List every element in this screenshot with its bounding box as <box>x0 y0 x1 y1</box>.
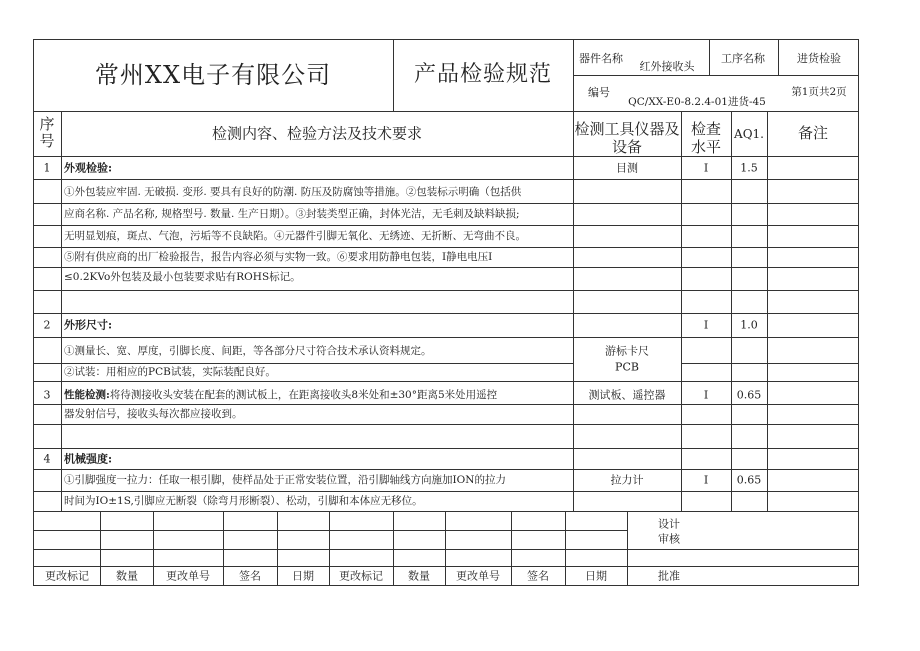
section-4-aql: 0.65 <box>736 473 762 487</box>
col-aql: AQ1. <box>734 127 764 141</box>
part-name-label: 器件名称 <box>579 52 623 65</box>
col-level-line2: 水平 <box>690 138 722 156</box>
col-seq-line2: 号 <box>39 132 55 150</box>
process-label: 工序名称 <box>721 52 765 65</box>
section-4-no: 4 <box>43 452 51 466</box>
col-level-line1: 检查 <box>690 120 722 138</box>
approve-label: 批准 <box>658 569 680 583</box>
design-label: 设计 <box>658 517 680 531</box>
section-4-line-1: ①引脚强度一拉力：任取一根引脚，使样品处于正常安装位置，沿引脚轴线方向施加ION的拉力 <box>64 473 506 486</box>
section-1-line-5: ≤0.2KVo外包装及最小包装要求贴有ROHS标记。 <box>64 270 301 283</box>
section-3-title: 性能检测: <box>64 388 110 401</box>
col-remark: 备注 <box>797 124 829 142</box>
section-3-aql: 0.65 <box>736 388 762 402</box>
section-1-level: I <box>703 161 709 175</box>
col-seq-line1: 序 <box>39 115 55 133</box>
document-title: 产品检验规范 <box>413 62 553 87</box>
section-1-line-4: ⑤附有供应商的出厂检验报告，报告内容必须与实物一致。⑥要求用防静电包装，I静电电压I <box>64 250 493 263</box>
section-2-tool-line1: 游标卡尺 <box>605 344 649 358</box>
page-info: 第1页共2页 <box>791 86 847 98</box>
review-label: 审核 <box>658 532 680 546</box>
part-name-value: 红外接收头 <box>639 60 695 73</box>
section-2-tool-line2: PCB <box>615 360 639 374</box>
inspection-spec-sheet <box>33 39 859 586</box>
section-4-line-2: 时间为IO±1S,引脚应无断裂（除弯月形断裂）、松动，引脚和本体应无移位。 <box>64 494 423 507</box>
process-value: 进货检验 <box>797 52 841 65</box>
number-label: 编号 <box>588 86 610 99</box>
section-1-line-1: ①外包装应牢固. 无破损. 变形. 要具有良好的防潮. 防压及防腐蚀等措施。②包装标示明确（包括供 <box>64 185 522 198</box>
section-2-level: I <box>703 318 709 332</box>
footer-date-1: 日期 <box>292 569 314 583</box>
footer-date-2: 日期 <box>585 569 607 583</box>
footer-change-mark-2: 更改标记 <box>339 569 383 583</box>
footer-quantity-1: 数量 <box>116 569 138 583</box>
footer-change-mark-1: 更改标记 <box>45 569 89 583</box>
company-name: 常州XX电子有限公司 <box>94 61 332 89</box>
section-1-title: 外观检验: <box>64 161 113 175</box>
section-3-title-line <box>64 390 497 401</box>
footer-change-no-2: 更改单号 <box>456 569 500 583</box>
footer-signature-2: 签名 <box>527 569 549 583</box>
section-4-title: 机械强度: <box>64 452 113 466</box>
section-2-aql: 1.0 <box>740 318 758 332</box>
col-content: 检测内容、检验方法及技术要求 <box>211 124 423 143</box>
section-1-no: 1 <box>43 161 51 175</box>
section-2-title: 外形尺寸: <box>64 318 113 332</box>
section-2-line-1: ①测量长、宽、厚度，引脚长度、间距，等各部分尺寸符合技术承认资料规定。 <box>64 344 432 357</box>
section-3-line-1: 器发射信号，接收头每次都应接收到。 <box>64 407 243 420</box>
section-4-level: I <box>703 473 709 487</box>
section-1-line-3: 无明显划痕，斑点、气泡，污垢等不良缺陷。④元器件引脚无氧化、无绣迹、无折断、无弯曲不良。 <box>64 229 526 242</box>
section-3-title-rest: 将待测接收头安装在配套的测试板上，在距离接收头8米处和±30°距离5米处用遥控 <box>109 388 498 401</box>
document-number: QC/XX-E0-8.2.4-01进货-45 <box>628 96 766 108</box>
section-4-tool: 拉力计 <box>610 473 644 487</box>
section-1-aql: 1.5 <box>740 161 758 175</box>
section-3-tool: 测试板、遥控器 <box>588 388 666 402</box>
footer-change-no-1: 更改单号 <box>166 569 210 583</box>
section-2-line-2: ②试装：用相应的PCB试装，实际装配良好。 <box>64 365 276 378</box>
section-3-no: 3 <box>43 388 51 402</box>
section-1-tool: 目测 <box>616 161 638 175</box>
col-tools-line2: 设备 <box>611 138 643 156</box>
section-1-line-2: 应商名称. 产品名称, 规格型号. 数量. 生产日期）。③封装类型正确，封体光洁，无毛刺及缺料缺损; <box>64 207 520 220</box>
footer-quantity-2: 数量 <box>408 569 430 583</box>
col-tools-line1: 检测工具仪器及 <box>574 120 680 138</box>
footer-signature-1: 签名 <box>239 569 261 583</box>
section-3-level: I <box>703 388 709 402</box>
section-2-no: 2 <box>43 318 51 332</box>
